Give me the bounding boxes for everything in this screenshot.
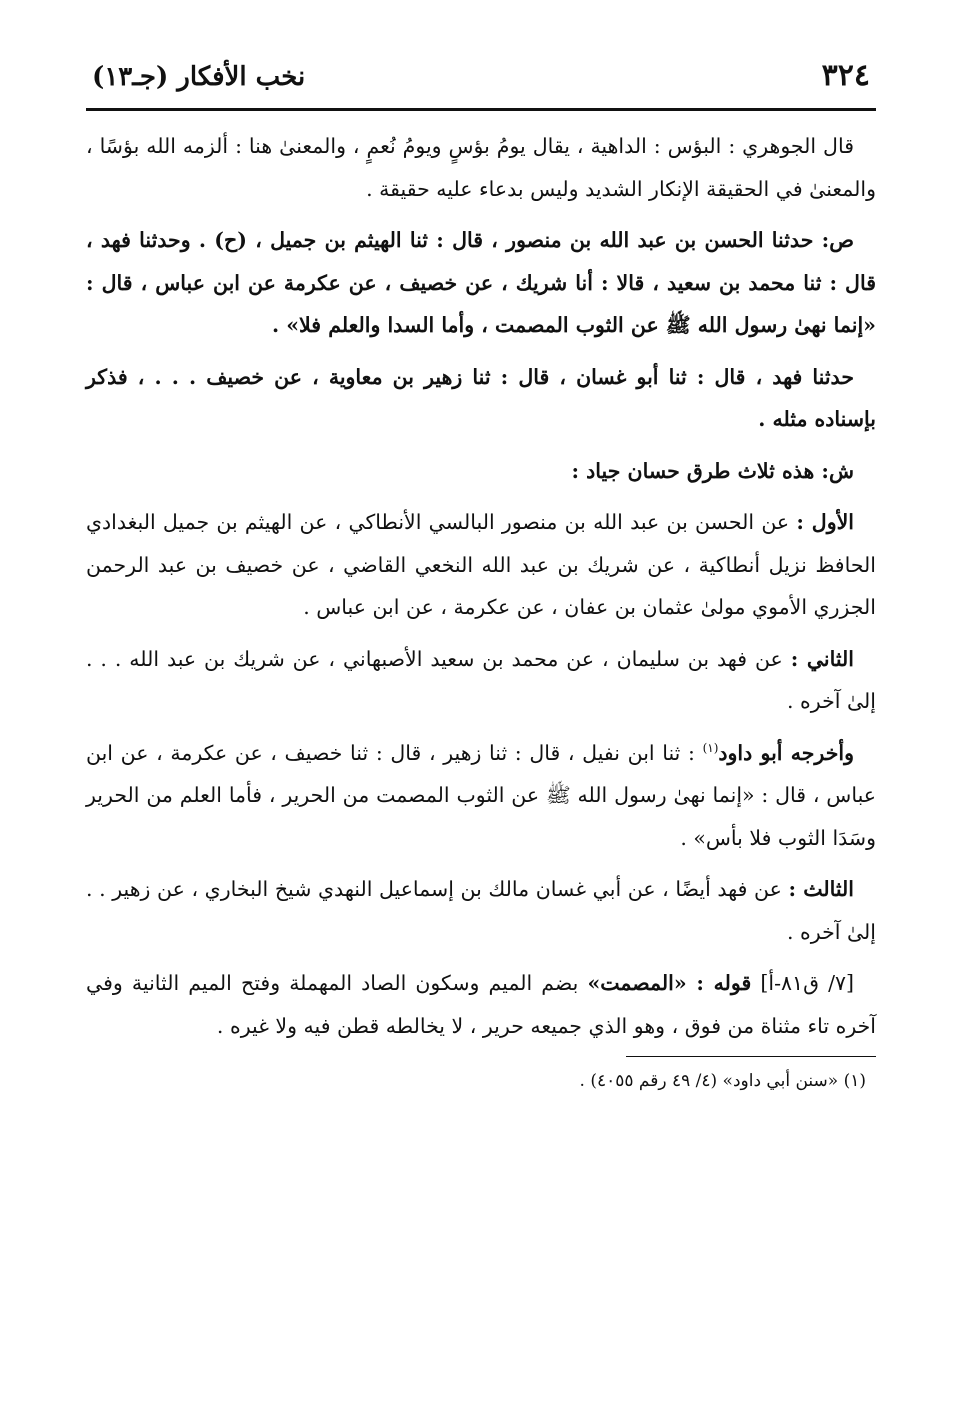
paragraph-1-text: قال الجوهري : البؤس : الداهية ، يقال يومُ بؤسٍ ويومُ نُعمٍ ، والمعنىٰ هنا : ألزمه الله بؤسًا ، والمعنىٰ في الحقيقة الإنكار الشديد وليس بدعاء عليه حقيقة . [86,134,876,201]
paragraph-4-text: ش: هذه ثلاث طرق حسان جياد : [571,458,854,483]
page-header [86,58,876,106]
paragraph-6-text: عن فهد بن سليمان ، عن محمد بن سعيد الأصبهاني ، عن شريك بن عبد الله . . . إلىٰ آخره . [86,646,876,713]
paragraph-8 [86,868,876,953]
page [86,58,876,1095]
paragraph-3-text: حدثنا فهد ، قال : ثنا أبو غسان ، قال : ثنا زهير بن معاوية ، عن خصيف . . . ، فذكر بإسناده مثله . [86,364,876,431]
footnote: (١) «سنن أبي داود» (٤/ ٤٩ رقم ٤٠٥٥) . [579,1071,866,1091]
paragraph-5 [86,501,876,629]
running-title: نخب الأفكار (جـ١٣) [92,62,306,92]
paragraph-8-text: عن فهد أيضًا ، عن أبي غسان مالك بن إسماعيل النهدي شيخ البخاري ، عن زهير . . إلىٰ آخره . [86,877,876,944]
paragraph-9 [86,962,876,1047]
main-text [86,125,876,1047]
paragraph-5-text: عن الحسن بن عبد الله بن منصور البالسي الأنطاكي ، عن الهيثم بن جميل البغدادي الحافظ نزيل أنطاكية ، عن شريك بن عبد الله النخعي القاضي ، عن خصيف بن عبد الرحمن الجزري الأموي مولىٰ عثمان بن عفان ، عن عكرمة ، عن ابن عباس . [86,510,876,619]
paragraph-8-label: الثالث : [788,877,854,901]
paragraph-6 [86,638,876,723]
paragraph-9-text: بضم الميم وسكون الصاد المهملة وفتح الميم الثانية وفي آخره تاء مثناة من فوق ، وهو الذي جميعه حرير ، لا يخالطه قطن فيه ولا غيره . [86,971,876,1038]
paragraph-9-label: قوله : «المصمت» [587,971,752,995]
header-divider [86,108,876,111]
paragraph-6-label: الثاني : [790,646,854,671]
footnote-reference[interactable]: (١) [702,740,719,755]
paragraph-7-label: وأخرجه أبو داود [718,740,854,765]
paragraph-4 [86,450,876,493]
manuscript-reference: [٧/ ق٨١-أ] [751,971,854,995]
paragraph-1 [86,125,876,210]
footnote-divider [626,1056,876,1057]
paragraph-2-text: ص: حدثنا الحسن بن عبد الله بن منصور ، قال : ثنا الهيثم بن جميل ، (ح) . وحدثنا فهد ، قال : ثنا محمد بن سعيد ، قالا : أنا شريك ، عن خصيف ، عن عكرمة عن ابن عباس ، قال : «إنما نهىٰ رسول الله ﷺ عن الثوب المصمت ، وأما السدا والعلم فلا» . [86,228,876,337]
paragraph-5-label: الأول : [796,510,854,534]
paragraph-7 [86,732,876,860]
paragraph-2 [86,219,876,347]
paragraph-7-text: : ثنا ابن نفيل ، قال : ثنا زهير ، قال : ثنا خصيف ، عن عكرمة ، عن ابن عباس ، قال : «إنما نهىٰ رسول الله ﷺ عن الثوب المصمت من الحرير ، فأما العلم من الحرير وسَدَا الثوب فلا بأس» . [86,740,876,850]
page-number: ٣٢٤ [821,58,870,93]
paragraph-3 [86,356,876,441]
